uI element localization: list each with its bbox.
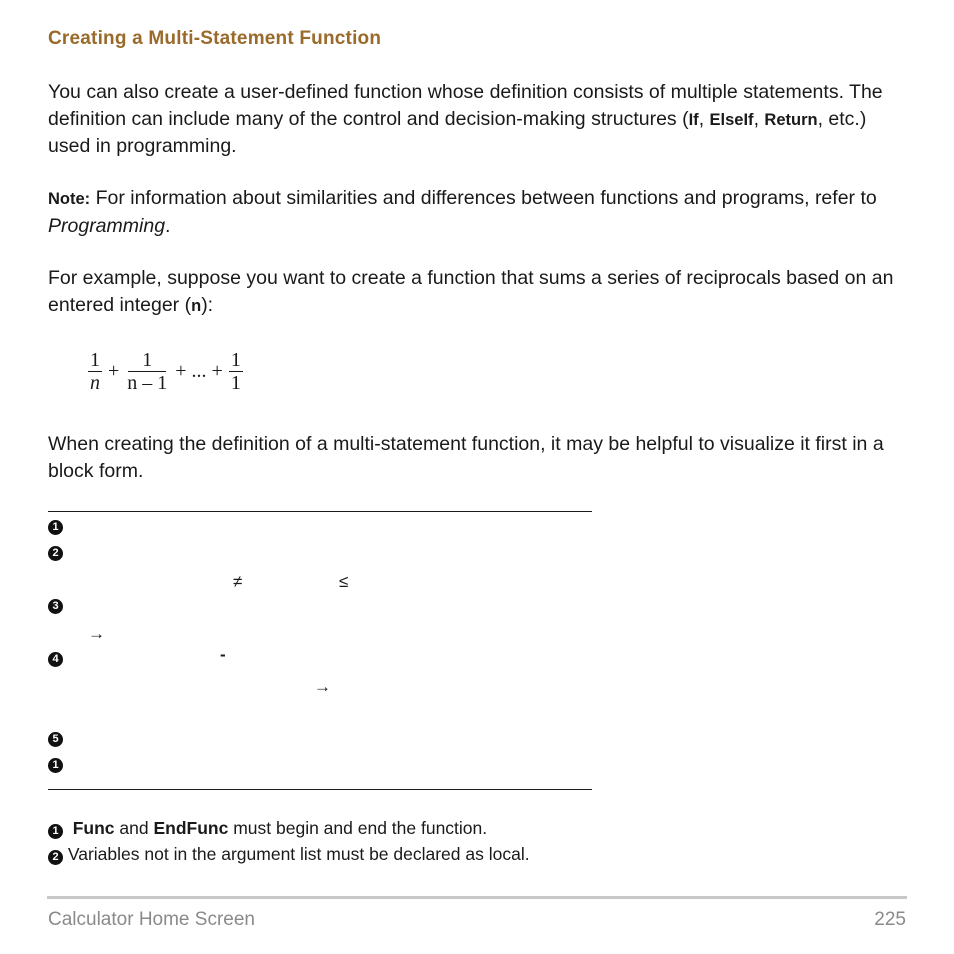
keyword-n: n <box>191 296 202 315</box>
not-equal-symbol: ≠ <box>233 572 243 591</box>
footnote-2 <box>48 844 530 865</box>
reciprocal-series-formula <box>88 349 243 394</box>
block-bottom-rule <box>48 789 592 790</box>
note-label: Note: <box>48 190 91 208</box>
numerator: 1 <box>128 349 166 372</box>
keyword-endfunc: EndFunc <box>153 818 229 838</box>
footnote-text: Variables not in the argument list must be declared as local. <box>63 844 530 864</box>
keyword-func: Func <box>72 818 115 838</box>
footer-section-title: Calculator Home Screen <box>48 909 255 930</box>
programming-reference: Programming <box>48 214 166 237</box>
footnote-2-marker: 2 <box>48 850 63 865</box>
intro-text-end: , etc.) used in programming. <box>48 107 867 157</box>
example-text-end: ): <box>201 293 214 316</box>
denominator: n <box>90 372 100 394</box>
keyword-elseif: ElseIf <box>709 110 754 129</box>
callout-3-marker: 3 <box>48 599 63 614</box>
fraction-1-over-n-minus-1 <box>125 349 169 394</box>
keyword-return: Return <box>764 110 818 129</box>
intro-paragraph <box>48 79 908 160</box>
callout-5-marker: 5 <box>48 732 63 747</box>
denominator: n – 1 <box>127 372 168 394</box>
callout-4-marker: 4 <box>48 652 63 667</box>
block-form-paragraph: When creating the definition of a multi-statement function, it may be helpful to visualize it first in a block form. <box>48 433 884 482</box>
page-number: 225 <box>874 909 906 930</box>
numerator: 1 <box>90 349 100 371</box>
footnote-text: and <box>114 818 154 838</box>
note-text: For information about similarities and differences between functions and programs, refer to <box>90 187 877 209</box>
note-text-end: . <box>165 214 171 237</box>
callout-1-end-marker: 1 <box>48 758 63 773</box>
footnote-text: must begin and end the function. <box>228 818 488 838</box>
fraction-1-over-1 <box>229 349 243 394</box>
dash-symbol: - <box>220 645 226 664</box>
footer-rule <box>47 896 907 899</box>
plus-sign: + <box>108 360 120 382</box>
example-text: For example, suppose you want to create a function that sums a series of reciprocals based on an entered integer ( <box>48 267 894 316</box>
store-arrow-icon: → <box>88 624 105 643</box>
note-paragraph <box>48 185 908 239</box>
less-equal-symbol: ≤ <box>339 572 349 591</box>
fraction-1-over-n <box>88 349 102 394</box>
callout-2-marker: 2 <box>48 546 63 561</box>
footnote-1 <box>48 818 487 839</box>
store-arrow-icon: → <box>314 677 331 696</box>
intro-text: You can also create a user-defined function whose definition consists of multiple statements. The definition can include many of the control and decision-making structures ( <box>48 81 883 130</box>
separator: , <box>698 107 710 130</box>
separator: , <box>753 107 765 130</box>
block-top-rule <box>48 511 592 512</box>
denominator: 1 <box>230 372 241 394</box>
plus-ellipsis: + ... + <box>175 360 223 382</box>
section-heading: Creating a Multi-Statement Function <box>48 28 382 49</box>
numerator: 1 <box>230 349 241 371</box>
keyword-if: If <box>688 110 699 129</box>
callout-1-marker: 1 <box>48 520 63 535</box>
footnote-1-marker: 1 <box>48 824 63 839</box>
example-paragraph <box>48 265 908 319</box>
